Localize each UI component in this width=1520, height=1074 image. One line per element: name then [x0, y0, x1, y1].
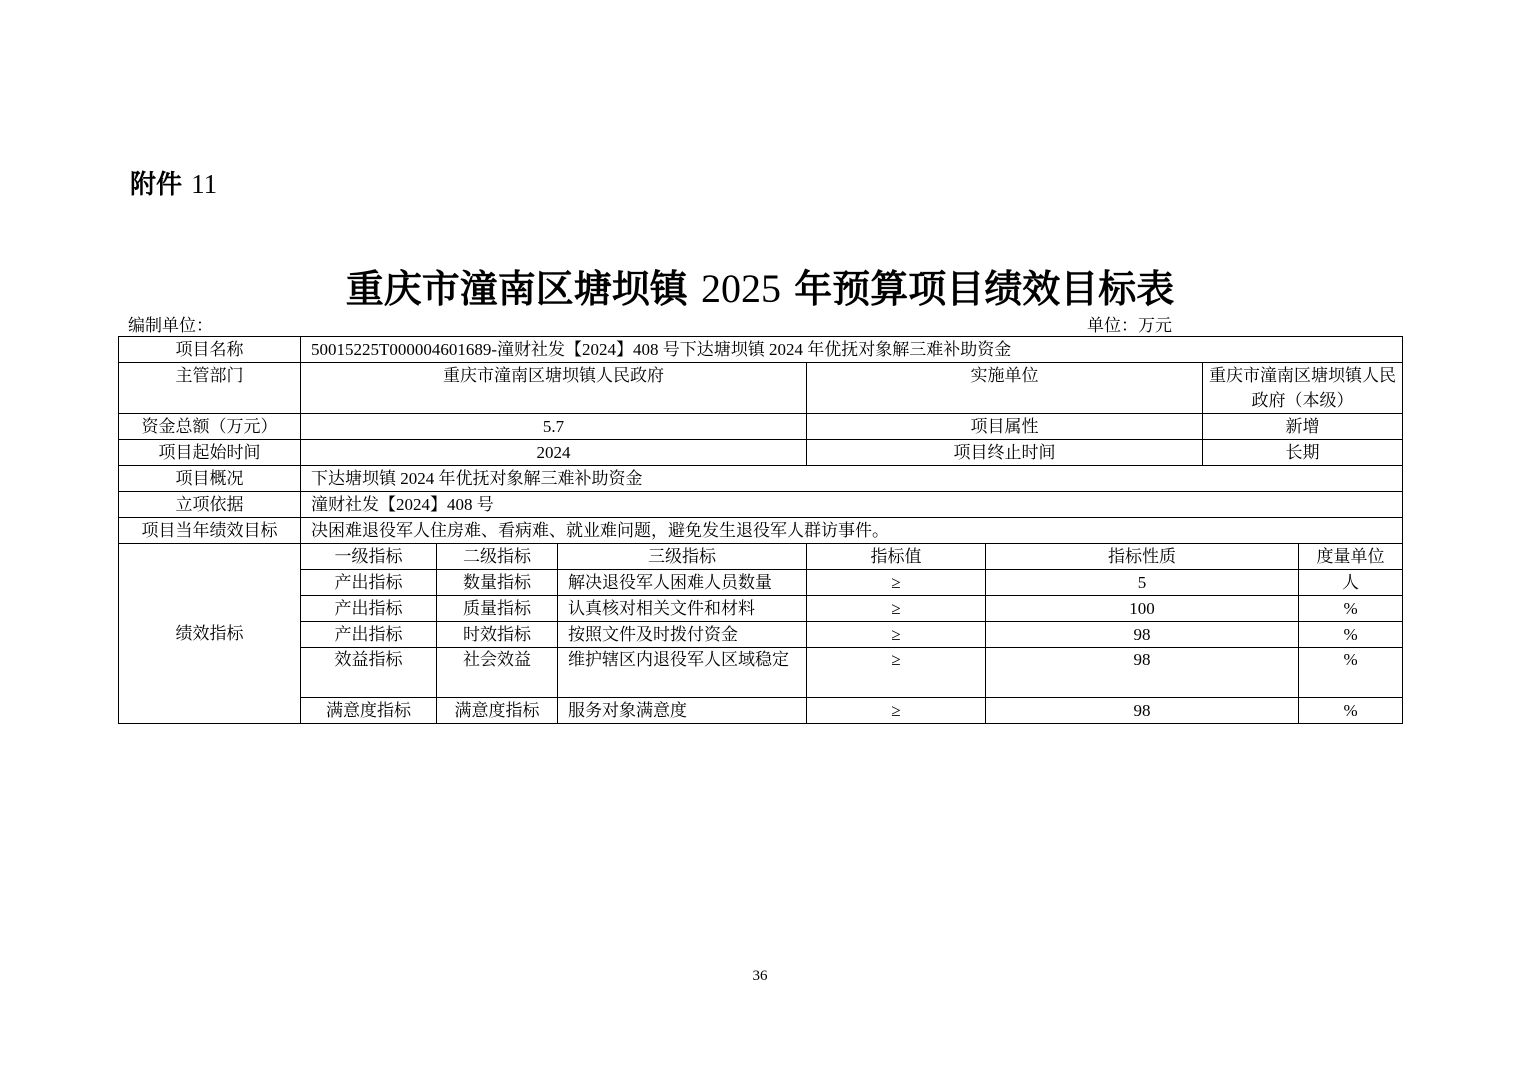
header-l2: 二级指标	[437, 544, 558, 570]
title-year: 2025	[701, 266, 781, 311]
unit-label: 单位：万元	[1087, 316, 1172, 336]
header-nature: 指标性质	[986, 544, 1299, 570]
attachment-number: 11	[191, 169, 218, 199]
table-row	[119, 363, 1403, 414]
table-row	[119, 337, 1403, 363]
table-row	[119, 570, 1403, 596]
indicator-l3: 维护辖区内退役军人区域稳定	[558, 648, 807, 698]
indicator-l2: 质量指标	[437, 596, 558, 622]
header-l3: 三级指标	[558, 544, 807, 570]
table-row	[119, 492, 1403, 518]
indicator-op: ≥	[807, 622, 986, 648]
table-row	[119, 622, 1403, 648]
header-unit: 度量单位	[1299, 544, 1403, 570]
indicator-l3: 服务对象满意度	[558, 698, 807, 724]
fund-value: 5.7	[301, 414, 807, 440]
goal-value: 决困难退役军人住房难、看病难、就业难问题，避免发生退役军人群访事件。	[301, 518, 1403, 544]
indicator-op: ≥	[807, 648, 986, 698]
table-row	[119, 414, 1403, 440]
indicator-l1: 产出指标	[301, 596, 437, 622]
overview-value: 下达塘坝镇 2024 年优抚对象解三难补助资金	[301, 466, 1403, 492]
fund-label: 资金总额（万元）	[119, 414, 301, 440]
impl-value: 重庆市潼南区塘坝镇人民政府（本级）	[1203, 363, 1403, 414]
indicator-l2: 时效指标	[437, 622, 558, 648]
overview-label: 项目概况	[119, 466, 301, 492]
indicators-section-label: 绩效指标	[119, 544, 301, 724]
indicator-l1: 产出指标	[301, 622, 437, 648]
attachment-label: 附件 11	[130, 169, 218, 200]
project-name-label: 项目名称	[119, 337, 301, 363]
table-row	[119, 698, 1403, 724]
end-value: 长期	[1203, 440, 1403, 466]
basis-label: 立项依据	[119, 492, 301, 518]
indicator-value: 98	[986, 648, 1299, 698]
indicator-unit: %	[1299, 596, 1403, 622]
table-row	[119, 648, 1403, 698]
table-row	[119, 440, 1403, 466]
dept-value: 重庆市潼南区塘坝镇人民政府	[301, 363, 807, 414]
indicator-op: ≥	[807, 570, 986, 596]
impl-label: 实施单位	[807, 363, 1203, 414]
indicator-l2: 社会效益	[437, 648, 558, 698]
indicator-unit: 人	[1299, 570, 1403, 596]
indicator-l3: 解决退役军人困难人员数量	[558, 570, 807, 596]
indicator-unit: %	[1299, 648, 1403, 698]
performance-table	[118, 336, 1403, 724]
attr-value: 新增	[1203, 414, 1403, 440]
header-value: 指标值	[807, 544, 986, 570]
table-row	[119, 466, 1403, 492]
page-number: 36	[752, 968, 768, 984]
indicator-op: ≥	[807, 596, 986, 622]
indicator-op: ≥	[807, 698, 986, 724]
indicator-l2: 满意度指标	[437, 698, 558, 724]
indicator-value: 5	[986, 570, 1299, 596]
indicator-value: 98	[986, 622, 1299, 648]
compiler-label: 编制单位：	[128, 316, 213, 336]
goal-label: 项目当年绩效目标	[119, 518, 301, 544]
indicator-l3: 认真核对相关文件和材料	[558, 596, 807, 622]
indicator-l1: 产出指标	[301, 570, 437, 596]
start-value: 2024	[301, 440, 807, 466]
table-row	[119, 596, 1403, 622]
indicator-header-row	[119, 544, 1403, 570]
table-row	[119, 518, 1403, 544]
indicator-l2: 数量指标	[437, 570, 558, 596]
end-label: 项目终止时间	[807, 440, 1203, 466]
page-title: 重庆市潼南区塘坝镇 2025 年预算项目绩效目标表	[345, 266, 1175, 311]
indicator-l3: 按照文件及时拨付资金	[558, 622, 807, 648]
indicator-l1: 效益指标	[301, 648, 437, 698]
dept-label: 主管部门	[119, 363, 301, 414]
basis-value: 潼财社发【2024】408 号	[301, 492, 1403, 518]
indicator-unit: %	[1299, 622, 1403, 648]
header-l1: 一级指标	[301, 544, 437, 570]
project-name: 50015225T000004601689-潼财社发【2024】408 号下达塘坝镇 2024 年优抚对象解三难补助资金	[301, 337, 1403, 363]
indicator-value: 98	[986, 698, 1299, 724]
attr-label: 项目属性	[807, 414, 1203, 440]
start-label: 项目起始时间	[119, 440, 301, 466]
indicator-unit: %	[1299, 698, 1403, 724]
indicator-l1: 满意度指标	[301, 698, 437, 724]
indicator-value: 100	[986, 596, 1299, 622]
